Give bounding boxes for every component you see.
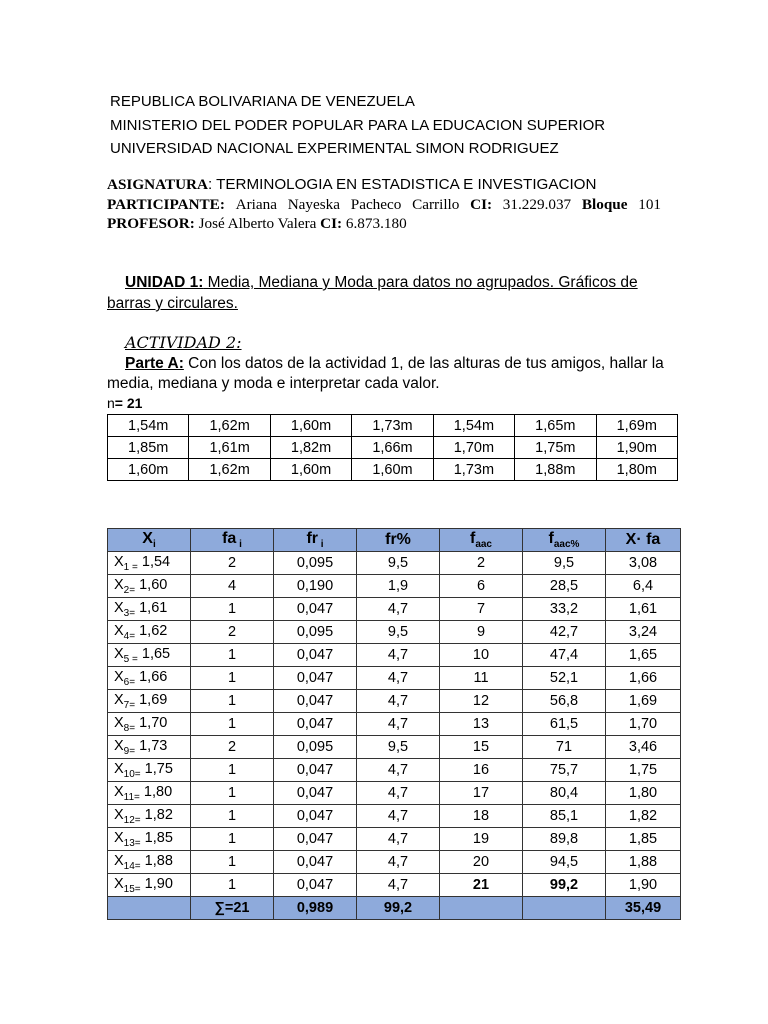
- totals-empty-faac: [440, 897, 523, 920]
- sample-size: [107, 395, 142, 411]
- fr-percent-cell: 4,7: [357, 759, 440, 782]
- height-cell: 1,60m: [270, 415, 351, 437]
- participante-line: [107, 195, 661, 215]
- fa-cell: 1: [191, 782, 274, 805]
- participante-label: PARTICIPANTE:: [107, 195, 225, 213]
- fr-cell: 0,047: [274, 782, 357, 805]
- profesor-label: PROFESOR:: [107, 215, 195, 232]
- x-fa-cell: 1,75: [606, 759, 681, 782]
- totals-fa: ∑=21: [191, 897, 274, 920]
- unit-text: Media, Mediana y Moda para datos no agrupados. Gráficos de barras y circulares.: [107, 274, 638, 312]
- height-cell: 1,73m: [433, 459, 514, 481]
- faac-percent-cell: 94,5: [523, 851, 606, 874]
- fr-cell: 0,190: [274, 575, 357, 598]
- fa-cell: 2: [191, 621, 274, 644]
- x-value-cell: $X_{10=}$ 1,75: [108, 759, 191, 782]
- x-fa-cell: 1,82: [606, 805, 681, 828]
- x-fa-cell: 1,65: [606, 644, 681, 667]
- faac-cell: 16: [440, 759, 523, 782]
- header-fa: fa $_i$: [191, 529, 274, 552]
- frequency-table-body: [108, 552, 681, 897]
- faac-percent-cell: 89,8: [523, 828, 606, 851]
- height-cell: 1,62m: [189, 415, 270, 437]
- table-row: [108, 851, 681, 874]
- x-fa-cell: 1,85: [606, 828, 681, 851]
- participante-ci-label: CI:: [470, 195, 493, 213]
- fa-cell: 1: [191, 805, 274, 828]
- x-fa-cell: 3,46: [606, 736, 681, 759]
- fr-cell: 0,047: [274, 598, 357, 621]
- fr-cell: 0,047: [274, 759, 357, 782]
- faac-cell: 2: [440, 552, 523, 575]
- fr-cell: 0,047: [274, 667, 357, 690]
- table-row: [108, 874, 681, 897]
- x-fa-cell: 1,61: [606, 598, 681, 621]
- profesor-value: José Alberto Valera: [194, 215, 321, 232]
- fr-cell: 0,047: [274, 805, 357, 828]
- height-cell: 1,54m: [433, 415, 514, 437]
- table-row: [108, 690, 681, 713]
- totals-empty-faac-percent: [523, 897, 606, 920]
- faac-cell: 6: [440, 575, 523, 598]
- fa-cell: 1: [191, 759, 274, 782]
- faac-percent-cell: 47,4: [523, 644, 606, 667]
- faac-percent-cell: 99,2: [523, 874, 606, 897]
- height-cell: 1,80m: [596, 459, 677, 481]
- fr-percent-cell: 9,5: [357, 736, 440, 759]
- x-value-cell: $X_{14=}$ 1,88: [108, 851, 191, 874]
- faac-percent-cell: 71: [523, 736, 606, 759]
- faac-cell: 17: [440, 782, 523, 805]
- table-row: [108, 644, 681, 667]
- heights-row: [108, 415, 678, 437]
- header-fr: fr $_i$: [274, 529, 357, 552]
- x-value-cell: $X_{12=}$ 1,82: [108, 805, 191, 828]
- fa-cell: 1: [191, 874, 274, 897]
- fa-cell: 2: [191, 552, 274, 575]
- fr-cell: 0,095: [274, 736, 357, 759]
- bloque-label: Bloque: [581, 195, 628, 213]
- faac-percent-cell: 61,5: [523, 713, 606, 736]
- height-cell: 1,82m: [270, 437, 351, 459]
- faac-percent-cell: 28,5: [523, 575, 606, 598]
- fr-percent-cell: 4,7: [357, 598, 440, 621]
- x-fa-cell: 6,4: [606, 575, 681, 598]
- faac-percent-cell: 80,4: [523, 782, 606, 805]
- x-fa-cell: 3,24: [606, 621, 681, 644]
- participante-name-2: Nayeska: [287, 195, 340, 213]
- participante-name-4: Carrillo: [412, 195, 460, 213]
- totals-empty-x: [108, 897, 191, 920]
- height-cell: 1,70m: [433, 437, 514, 459]
- height-cell: 1,88m: [515, 459, 596, 481]
- x-fa-cell: 1,88: [606, 851, 681, 874]
- height-cell: 1,90m: [596, 437, 677, 459]
- x-fa-cell: 1,80: [606, 782, 681, 805]
- table-row: [108, 828, 681, 851]
- height-cell: 1,60m: [352, 459, 433, 481]
- faac-cell: 9: [440, 621, 523, 644]
- n-value: = 21: [114, 395, 143, 411]
- header-x-fa: X· fa: [606, 529, 681, 552]
- x-value-cell: $X_{9=}$ 1,73: [108, 736, 191, 759]
- faac-cell: 12: [440, 690, 523, 713]
- x-value-cell: $X_{3=}$ 1,61: [108, 598, 191, 621]
- parte-label: Parte A:: [125, 355, 184, 372]
- heights-row: [108, 459, 678, 481]
- table-row: [108, 598, 681, 621]
- x-fa-cell: 1,90: [606, 874, 681, 897]
- fa-cell: 1: [191, 851, 274, 874]
- faac-cell: 18: [440, 805, 523, 828]
- fr-cell: 0,047: [274, 690, 357, 713]
- header-fr-percent: fr%: [357, 529, 440, 552]
- fr-percent-cell: 4,7: [357, 805, 440, 828]
- unit-label: UNIDAD 1:: [125, 274, 204, 291]
- height-cell: 1,65m: [515, 415, 596, 437]
- fr-cell: 0,047: [274, 828, 357, 851]
- heights-table-body: [108, 415, 678, 481]
- fr-percent-cell: 4,7: [357, 874, 440, 897]
- faac-cell: 19: [440, 828, 523, 851]
- frequency-table: [107, 528, 681, 920]
- faac-cell: 10: [440, 644, 523, 667]
- fr-percent-cell: 4,7: [357, 713, 440, 736]
- course-info: [107, 175, 662, 234]
- n-label: n: [107, 395, 115, 411]
- x-value-cell: $X_{5 =}$ 1,65: [108, 644, 191, 667]
- x-value-cell: $X_{7=}$ 1,69: [108, 690, 191, 713]
- profesor-ci-label: CI:: [320, 215, 343, 232]
- fa-cell: 1: [191, 690, 274, 713]
- x-fa-cell: 1,69: [606, 690, 681, 713]
- parte-text: Con los datos de la actividad 1, de las alturas de tus amigos, hallar la media, mediana y moda e interpretar cada valor.: [107, 355, 664, 392]
- asignatura-value: : TERMINOLOGIA EN ESTADISTICA E INVESTIGACION: [207, 176, 597, 193]
- height-cell: 1,73m: [352, 415, 433, 437]
- table-row: [108, 759, 681, 782]
- fr-cell: 0,095: [274, 621, 357, 644]
- x-value-cell: $X_{6=}$ 1,66: [108, 667, 191, 690]
- faac-percent-cell: 75,7: [523, 759, 606, 782]
- x-fa-cell: 3,08: [606, 552, 681, 575]
- bloque-value: 101: [638, 195, 661, 213]
- heights-row: [108, 437, 678, 459]
- height-cell: 1,54m: [108, 415, 189, 437]
- faac-percent-cell: 52,1: [523, 667, 606, 690]
- header-faac-percent: $f_{aac\%}$: [523, 529, 606, 552]
- table-row: [108, 805, 681, 828]
- header-university: UNIVERSIDAD NACIONAL EXPERIMENTAL SIMON RODRIGUEZ: [110, 140, 559, 157]
- fr-cell: 0,095: [274, 552, 357, 575]
- height-cell: 1,75m: [515, 437, 596, 459]
- header-ministry: MINISTERIO DEL PODER POPULAR PARA LA EDUCACION SUPERIOR: [110, 116, 606, 134]
- parte-a: [107, 354, 667, 394]
- fa-cell: 1: [191, 828, 274, 851]
- asignatura-label: ASIGNATURA: [107, 176, 208, 193]
- header-faac: $f_{aac}$: [440, 529, 523, 552]
- faac-percent-cell: 9,5: [523, 552, 606, 575]
- fa-cell: 1: [191, 644, 274, 667]
- x-value-cell: $X_{15=}$ 1,90: [108, 874, 191, 897]
- x-fa-cell: 1,66: [606, 667, 681, 690]
- fr-percent-cell: 9,5: [357, 552, 440, 575]
- x-value-cell: $X_{13=}$ 1,85: [108, 828, 191, 851]
- frequency-header-row: [108, 529, 681, 552]
- x-value-cell: $X_{4=}$ 1,62: [108, 621, 191, 644]
- header-republic: REPUBLICA BOLIVARIANA DE VENEZUELA: [110, 93, 415, 110]
- table-row: [108, 667, 681, 690]
- fr-cell: 0,047: [274, 874, 357, 897]
- x-value-cell: $X_{8=}$ 1,70: [108, 713, 191, 736]
- fr-percent-cell: 4,7: [357, 828, 440, 851]
- fa-cell: 2: [191, 736, 274, 759]
- x-fa-cell: 1,70: [606, 713, 681, 736]
- fa-cell: 1: [191, 598, 274, 621]
- fr-percent-cell: 4,7: [357, 782, 440, 805]
- fr-cell: 0,047: [274, 644, 357, 667]
- height-cell: 1,62m: [189, 459, 270, 481]
- fa-cell: 1: [191, 667, 274, 690]
- height-cell: 1,85m: [108, 437, 189, 459]
- faac-percent-cell: 33,2: [523, 598, 606, 621]
- faac-cell: 21: [440, 874, 523, 897]
- faac-cell: 11: [440, 667, 523, 690]
- fr-percent-cell: 1,9: [357, 575, 440, 598]
- faac-cell: 7: [440, 598, 523, 621]
- participante-ci: 31.229.037: [502, 195, 572, 213]
- fa-cell: 1: [191, 713, 274, 736]
- totals-row: [108, 897, 681, 920]
- totals-fr-percent: 99,2: [357, 897, 440, 920]
- x-value-cell: $X_{11=}$ 1,80: [108, 782, 191, 805]
- totals-x-fa: 35,49: [606, 897, 681, 920]
- table-row: [108, 782, 681, 805]
- fa-cell: 4: [191, 575, 274, 598]
- fr-cell: 0,047: [274, 713, 357, 736]
- table-row: [108, 713, 681, 736]
- fr-percent-cell: 4,7: [357, 851, 440, 874]
- activity-title: ACTIVIDAD 2:: [125, 333, 242, 352]
- height-cell: 1,69m: [596, 415, 677, 437]
- fr-percent-cell: 4,7: [357, 690, 440, 713]
- table-row: [108, 552, 681, 575]
- table-row: [108, 575, 681, 598]
- faac-percent-cell: 42,7: [523, 621, 606, 644]
- height-cell: 1,61m: [189, 437, 270, 459]
- faac-percent-cell: 85,1: [523, 805, 606, 828]
- document-header: [110, 90, 605, 161]
- header-x: $X_i$: [108, 529, 191, 552]
- fr-percent-cell: 4,7: [357, 644, 440, 667]
- heights-table: [107, 414, 678, 481]
- height-cell: 1,66m: [352, 437, 433, 459]
- x-value-cell: $X_{2=}$ 1,60: [108, 575, 191, 598]
- fr-percent-cell: 9,5: [357, 621, 440, 644]
- totals-fr: 0,989: [274, 897, 357, 920]
- table-row: [108, 621, 681, 644]
- participante-name-1: Ariana: [235, 195, 277, 213]
- fr-cell: 0,047: [274, 851, 357, 874]
- participante-name-3: Pacheco: [350, 195, 402, 213]
- faac-percent-cell: 56,8: [523, 690, 606, 713]
- faac-cell: 20: [440, 851, 523, 874]
- x-value-cell: $X_{1 =}$ 1,54: [108, 552, 191, 575]
- faac-cell: 13: [440, 713, 523, 736]
- faac-cell: 15: [440, 736, 523, 759]
- height-cell: 1,60m: [270, 459, 351, 481]
- height-cell: 1,60m: [108, 459, 189, 481]
- asignatura-line: [107, 175, 662, 195]
- unit-heading: [107, 272, 667, 314]
- table-row: [108, 736, 681, 759]
- profesor-line: [107, 214, 662, 234]
- profesor-ci: 6.873.180: [342, 215, 407, 232]
- fr-percent-cell: 4,7: [357, 667, 440, 690]
